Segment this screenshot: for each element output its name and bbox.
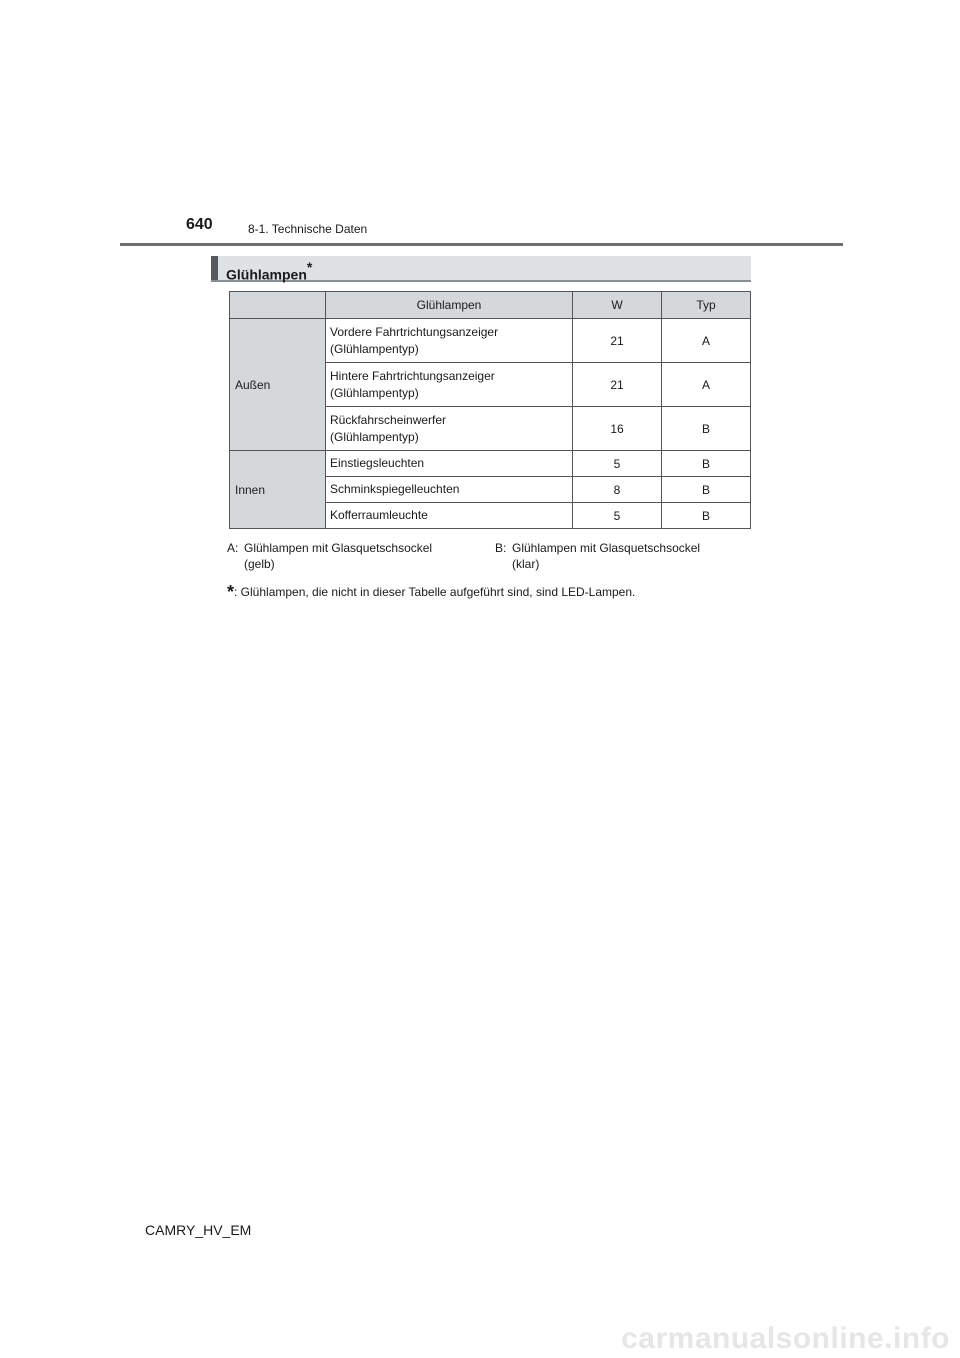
footnote	[227, 582, 635, 603]
watermark: carmanualsonline.info	[621, 1322, 950, 1355]
section-heading-bar	[211, 256, 218, 280]
bulb-type: B	[662, 503, 751, 529]
bulb-name-line2: (Glühlampentyp)	[330, 341, 419, 356]
header-cell-empty	[230, 292, 326, 319]
bulb-name: Schminkspiegelleuchten	[326, 477, 573, 503]
bulb-watt: 5	[573, 451, 662, 477]
page-number: 640	[186, 216, 213, 233]
header-divider	[120, 243, 843, 246]
bulb-watt: 21	[573, 363, 662, 407]
bulb-name-line2: (Glühlampentyp)	[330, 385, 419, 400]
note-type-b	[495, 540, 755, 576]
bulb-type: B	[662, 451, 751, 477]
note-b-line2: (klar)	[512, 557, 540, 571]
group-label-innen: Innen	[230, 451, 326, 529]
footnote-text: : Glühlampen, die nicht in dieser Tabelle aufgeführt sind, sind LED-Lampen.	[234, 585, 636, 599]
bulb-name-line2: (Glühlampentyp)	[330, 429, 419, 444]
note-a-line1: Glühlampen mit Glasquetschsockel	[244, 541, 433, 555]
bulb-name	[326, 363, 573, 407]
bulb-name	[326, 319, 573, 363]
bulb-name	[326, 407, 573, 451]
section-path: 8-1. Technische Daten	[248, 222, 368, 236]
header-cell-gluehlampen: Glühlampen	[326, 292, 573, 319]
bulb-table	[229, 291, 751, 529]
note-a-line2: (gelb)	[244, 557, 275, 571]
section-title	[226, 261, 312, 283]
bulb-watt: 8	[573, 477, 662, 503]
footnote-asterisk: *	[227, 582, 235, 602]
note-a-text	[244, 540, 474, 572]
note-b-key: B:	[495, 541, 507, 555]
note-type-a	[227, 540, 487, 576]
bulb-type: A	[662, 363, 751, 407]
section-title-text: Glühlampen	[226, 266, 307, 283]
header-cell-w: W	[573, 292, 662, 319]
bulb-name: Kofferraumleuchte	[326, 503, 573, 529]
section-title-asterisk: *	[306, 259, 313, 275]
header-cell-typ: Typ	[662, 292, 751, 319]
bulb-type: A	[662, 319, 751, 363]
group-label-aussen: Außen	[230, 319, 326, 451]
bulb-name-line1: Rückfahrscheinwerfer	[330, 412, 447, 427]
note-a-key: A:	[227, 541, 239, 555]
bulb-type: B	[662, 407, 751, 451]
bulb-name: Einstiegsleuchten	[326, 451, 573, 477]
note-b-line1: Glühlampen mit Glasquetschsockel	[512, 541, 701, 555]
table-row	[230, 319, 751, 363]
table-row	[230, 451, 751, 477]
bulb-watt: 16	[573, 407, 662, 451]
bulb-type: B	[662, 477, 751, 503]
document-code: CAMRY_HV_EM	[145, 1222, 252, 1238]
bulb-watt: 5	[573, 503, 662, 529]
bulb-name-line1: Vordere Fahrtrichtungsanzeiger	[330, 324, 499, 339]
section-heading	[211, 256, 751, 282]
table-header-row	[230, 292, 751, 319]
bulb-name-line1: Hintere Fahrtrichtungsanzeiger	[330, 368, 495, 383]
note-b-text	[512, 540, 742, 572]
bulb-watt: 21	[573, 319, 662, 363]
